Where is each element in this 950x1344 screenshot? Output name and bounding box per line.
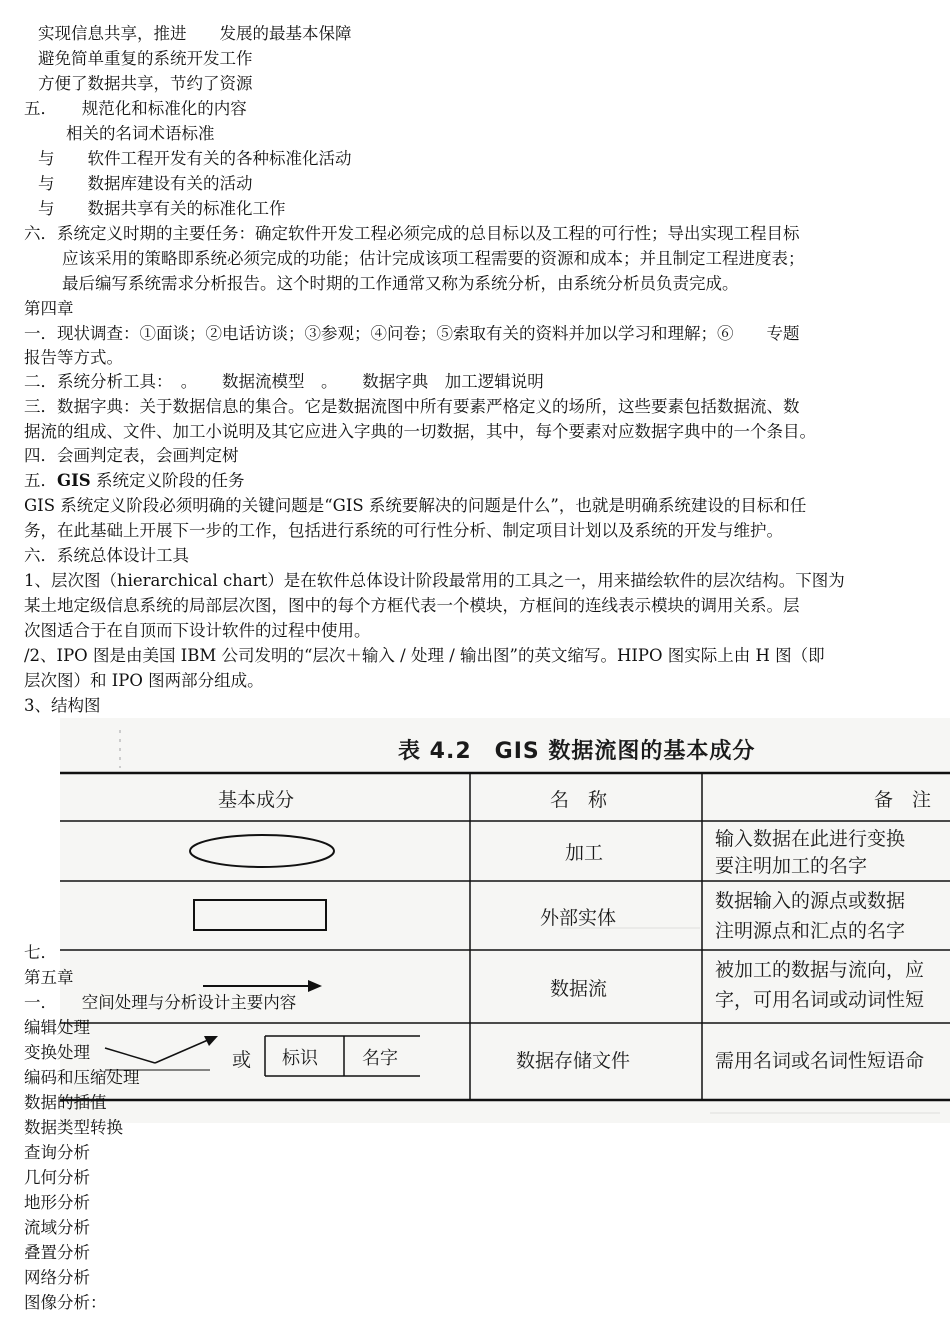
c5-list-item: 数据的插值 [24, 1093, 107, 1112]
c5-list-item: 数据类型转换 [24, 1118, 123, 1137]
store-name: 名字 [362, 1048, 398, 1069]
p1-line-1: 1、层次图（hierarchical chart）是在软件总体设计阶段最常用的工具之一，用来描绘软件的层次结构。下图为 [24, 571, 845, 590]
header-name: 名 称 [550, 789, 608, 811]
chapter5-heading: 第五章 [24, 968, 74, 987]
c4-1-line-2: 报告等方式。 [24, 348, 123, 367]
c5-list-item: 查询分析 [24, 1143, 90, 1162]
section6-line-1: 六．系统定义时期的主要任务：确定软件开发工程必须完成的总目标以及工程的可行性；导出实现工程目标 [24, 224, 800, 243]
intro-line-2: 避免简单重复的系统开发工作 [38, 49, 253, 68]
c5-list-item: 几何分析 [24, 1168, 90, 1187]
c4-4: 四．会画判定表，会画判定树 [24, 446, 239, 465]
row-1-note-1: 输入数据在此进行变换 [715, 828, 906, 850]
table-caption: 表 4.2 GIS 数据流图的基本成分 [398, 739, 756, 764]
row-1-note-2: 要注明加工的名字 [715, 855, 868, 877]
c5-list-item: 流域分析 [24, 1218, 90, 1237]
c4-5-prefix: 五． [24, 471, 57, 490]
gis-line-2: 务，在此基础上开展下一步的工作，包括进行系统的可行性分析、制定项目计划以及系统的开发与维护。 [24, 521, 783, 540]
dfd-components-table-image [60, 718, 950, 1123]
p1-line-3: 次图适合于在自顶而下设计软件的过程中使用。 [24, 621, 371, 640]
c5-1: 一． 空间处理与分析设计主要内容 [24, 993, 297, 1012]
header-note: 备 注 [874, 789, 932, 811]
row-2-note-1: 数据输入的源点或数据 [715, 890, 906, 912]
c5-list-item: 编辑处理 [24, 1018, 90, 1037]
c4-5-bold: GIS [57, 471, 91, 490]
c4-3-line-1: 三．数据字典：关于数据信息的集合。它是数据流图中所有要素严格定义的场所，这些要素包括数据流、数 [24, 397, 800, 416]
section6-line-3: 最后编写系统需求分析报告。这个时期的工作通常又称为系统分析，由系统分析员负责完成。 [62, 274, 739, 293]
row-3-note-2: 字，可用名词或动词性短 [715, 989, 925, 1011]
c5-list-item: 图像分析： [24, 1293, 107, 1312]
row-3-note-1: 被加工的数据与流向，应 [715, 959, 925, 981]
row-2-note-2: 注明源点和汇点的名字 [715, 920, 906, 942]
section6-line-2: 应该采用的策略即系统必须完成的功能；估计完成该项工程需要的资源和成本；并且制定工程进度表； [62, 249, 805, 268]
c5-list-item: 编码和压缩处理 [24, 1068, 140, 1087]
c4-3-line-2: 据流的组成、文件、加工小说明及其它应进入字典的一切数据，其中，每个要素对应数据字典中的一个条目。 [24, 422, 816, 441]
row-1-name: 加工 [565, 842, 604, 864]
c4-7: 七． [24, 943, 57, 962]
c4-6: 六．系统总体设计工具 [24, 546, 189, 565]
c4-5-rest: 系统定义阶段的任务 [90, 471, 245, 490]
row-4-note-1: 需用名词或名词性短语命 [715, 1050, 925, 1072]
p2-line-2: 层次图）和 IPO 图两部分组成。 [24, 671, 264, 690]
row-3-name: 数据流 [550, 978, 608, 1000]
p2-line-1: /2、IPO 图是由美国 IBM 公司发明的“层次＋输入 / 处理 / 输出图”的英文缩写。HIPO 图实际上由 H 图（即 [24, 646, 825, 665]
p1-line-2: 某土地定级信息系统的局部层次图，图中的每个方框代表一个模块，方框间的连线表示模块的调用关系。层 [24, 596, 800, 615]
c5-list-item: 地形分析 [24, 1193, 90, 1212]
row-2-name: 外部实体 [540, 907, 617, 929]
c5-list-item: 变换处理 [24, 1043, 90, 1062]
section5-item-3: 与 数据库建设有关的活动 [38, 174, 253, 193]
merge-arrow-icon [105, 1048, 155, 1063]
process-ellipse-icon [190, 835, 334, 867]
c5-list-item: 网络分析 [24, 1268, 90, 1287]
p3: 3、结构图 [24, 696, 101, 715]
c5-list-item: 叠置分析 [24, 1243, 90, 1262]
chapter4-heading: 第四章 [24, 299, 74, 318]
intro-line-1: 实现信息共享，推进 发展的最基本保障 [38, 24, 352, 43]
intro-line-3: 方便了数据共享，节约了资源 [38, 74, 253, 93]
section5-item-2: 与 软件工程开发有关的各种标准化活动 [38, 149, 352, 168]
c4-5 [24, 469, 244, 493]
external-entity-rect-icon [194, 900, 326, 930]
c4-1-line-1: 一．现状调查：①面谈；②电话访谈；③参观；④问卷；⑤索取有关的资料并加以学习和理解；⑥ 专题 [24, 324, 800, 343]
section5-item-4: 与 数据共享有关的标准化工作 [38, 199, 286, 218]
row-4-name: 数据存储文件 [516, 1050, 631, 1072]
header-basic-component: 基本成分 [218, 789, 295, 811]
section5-title: 五． 规范化和标准化的内容 [24, 99, 247, 118]
store-or: 或 [232, 1049, 252, 1071]
gis-line-1: GIS 系统定义阶段必须明确的关键问题是“GIS 系统要解决的问题是什么”，也就是明确系统建设的目标和任 [24, 496, 807, 515]
c4-2: 二．系统分析工具： 。 数据流模型 。 数据字典 加工逻辑说明 [24, 372, 544, 391]
store-label: 标识 [282, 1048, 318, 1069]
section5-item-1: 相关的名词术语标准 [66, 124, 215, 143]
